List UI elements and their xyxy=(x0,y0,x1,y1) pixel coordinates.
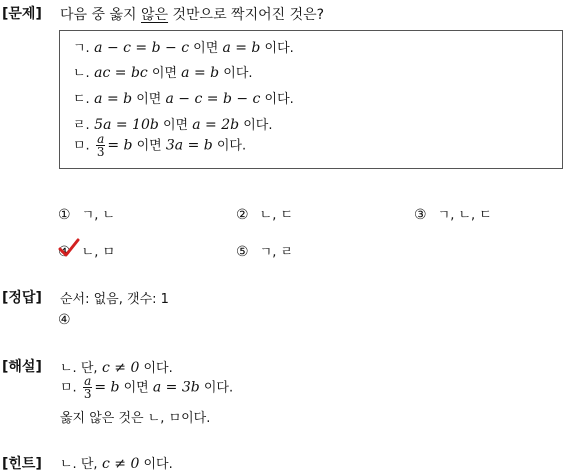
statement-1: ㄱ. a − c = b − c 이면 a = b 이다. xyxy=(73,40,294,56)
fraction: $\frac{a}{3}$ xyxy=(83,374,92,401)
choice-1[interactable]: ① ㄱ, ㄴ xyxy=(58,207,116,223)
hint-tag: [힌트] xyxy=(2,456,42,472)
explanation-tag: [해설] xyxy=(2,359,42,375)
explanation-line-3: 옳지 않은 것은 ㄴ, ㅁ이다. xyxy=(60,411,211,426)
answer-line-1: 순서: 없음, 갯수: 1 xyxy=(60,292,169,307)
checkmark-icon xyxy=(57,238,81,258)
choice-3[interactable]: ③ ㄱ, ㄴ, ㄷ xyxy=(414,207,492,223)
answer-tag: [정답] xyxy=(2,290,42,306)
problem-tag: [문제] xyxy=(2,6,42,22)
explanation-line-2: ㅁ. $\frac{a}{3}$ = b 이면 a = 3b 이다. xyxy=(60,374,234,401)
statement-4: ㄹ. 5a = 10b 이면 a = 2b 이다. xyxy=(73,117,273,133)
question-pre: 다음 중 옳지 xyxy=(60,7,141,23)
question-text xyxy=(60,4,324,24)
choice-4[interactable]: ④ ㄴ, ㅁ xyxy=(58,244,116,260)
statement-5: ㅁ. $\frac{a}{3}$ = b 이면 3a = b 이다. xyxy=(73,132,247,159)
hint-line: ㄴ. 단, c ≠ 0 이다. xyxy=(60,456,173,472)
choice-5[interactable]: ⑤ ㄱ, ㄹ xyxy=(236,244,294,260)
answer-line-2: ④ xyxy=(58,312,71,328)
statement-2: ㄴ. ac = bc 이면 a = b 이다. xyxy=(73,65,253,81)
fraction: $\frac{a}{3}$ xyxy=(96,132,105,159)
question-underlined: 않은 xyxy=(140,7,169,23)
statement-3: ㄷ. a = b 이면 a − c = b − c 이다. xyxy=(73,91,294,107)
question-post: 것만으로 짝지어진 것은? xyxy=(168,7,325,23)
explanation-line-1: ㄴ. 단, c ≠ 0 이다. xyxy=(60,360,173,376)
choice-2[interactable]: ② ㄴ, ㄷ xyxy=(236,207,294,223)
